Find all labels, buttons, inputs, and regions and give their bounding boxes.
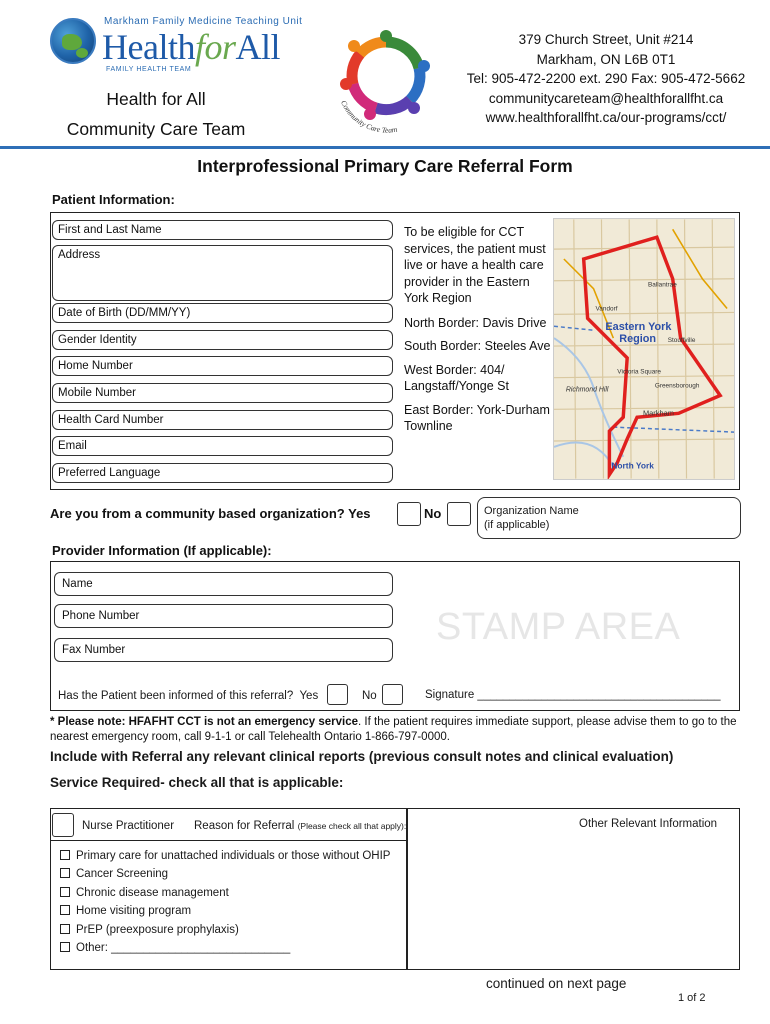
service-column-divider <box>406 808 408 970</box>
signature-line[interactable]: Signature ______________________________________ <box>425 689 721 701</box>
community-care-ring-logo <box>330 22 442 134</box>
checkbox-icon <box>60 924 70 934</box>
svg-text:Victoria Square: Victoria Square <box>617 368 661 376</box>
contact-email-link[interactable]: communitycareteam@healthforallfht.ca <box>488 90 724 106</box>
team-name: Health for All Community Care Team <box>66 89 246 139</box>
contact-address: 379 Church Street, Unit #214 <box>518 32 694 47</box>
patient-address-field[interactable]: Address <box>52 245 393 301</box>
svg-text:North York: North York <box>611 460 654 471</box>
continued-note: continued on next page <box>486 976 627 991</box>
contact-phone-fax: Tel: 905-472-2200 ext. 290 Fax: 905-472-5662 <box>466 71 746 86</box>
reason-item[interactable]: PrEP (preexposure prophylaxis) <box>60 921 390 939</box>
eastern-york-region-map <box>553 218 735 480</box>
checkbox-icon <box>60 905 70 915</box>
reason-item[interactable]: Other: ____________________________ <box>60 939 390 957</box>
logo-subtitle: FAMILY HEALTH TEAM <box>106 66 192 73</box>
form-title: Interprofessional Primary Care Referral Form <box>197 156 573 176</box>
header-divider <box>0 146 770 149</box>
reason-item[interactable]: Chronic disease management <box>60 884 390 902</box>
reason-for-referral-label: Reason for Referral (Please check all that apply): <box>194 820 407 832</box>
reason-item[interactable]: Home visiting program <box>60 902 390 920</box>
eligibility-info <box>404 224 552 435</box>
patient-section-label: Patient Information: <box>52 192 175 207</box>
page-number: 1 of 2 <box>678 992 706 1004</box>
checkbox-icon <box>60 850 70 860</box>
reason-item[interactable]: Cancer Screening <box>60 865 390 883</box>
organization-name-field[interactable]: Organization Name (if applicable) <box>477 497 741 539</box>
provider-fax-field[interactable]: Fax Number <box>54 638 393 662</box>
logo-wordmark: HealthforAll <box>102 27 280 67</box>
svg-text:Stouffville: Stouffville <box>667 337 696 345</box>
org-no-label: No <box>424 506 442 521</box>
patient-health-card-field[interactable]: Health Card Number <box>52 410 393 430</box>
org-no-checkbox[interactable] <box>447 502 471 526</box>
patient-mobile-number-field[interactable]: Mobile Number <box>52 383 393 403</box>
north-border-text: North Border: Davis Drive <box>404 315 547 330</box>
contact-website-link[interactable]: www.healthforallfht.ca/our-programs/cct/ <box>485 110 727 125</box>
east-border-text: East Border: York-Durham Townline <box>404 402 550 433</box>
org-question: Are you from a community based organization? Yes <box>50 506 371 521</box>
informed-no-label: No <box>362 690 377 702</box>
south-border-text: South Border: Steeles Ave <box>404 339 551 353</box>
informed-no-checkbox[interactable] <box>382 684 403 705</box>
reason-item[interactable]: Primary care for unattached individuals or those without OHIP <box>60 847 390 865</box>
svg-text:Eastern York: Eastern York <box>605 321 672 334</box>
provider-section-label: Provider Information (If applicable): <box>52 543 272 558</box>
other-info-label: Other Relevant Information <box>579 818 718 830</box>
svg-text:Ballantrae: Ballantrae <box>647 281 677 289</box>
svg-text:Richmond Hill: Richmond Hill <box>565 386 609 394</box>
informed-yes-checkbox[interactable] <box>327 684 348 705</box>
contact-block <box>450 30 762 128</box>
provider-name-field[interactable]: Name <box>54 572 393 596</box>
hfa-logo <box>50 16 310 78</box>
svg-text:Vandorf: Vandorf <box>595 305 618 313</box>
stamp-area-watermark: STAMP AREA <box>436 606 681 648</box>
org-yes-checkbox[interactable] <box>397 502 421 526</box>
patient-gender-field[interactable]: Gender Identity <box>52 330 393 350</box>
patient-language-field[interactable]: Preferred Language <box>52 463 393 483</box>
checkbox-icon <box>60 887 70 897</box>
west-border-text: West Border: 404/ Langstaff/Yonge St <box>404 362 509 393</box>
svg-text:Community Care Team: Community Care Team <box>339 98 398 134</box>
include-with-referral-heading: Include with Referral any relevant clinical reports (previous consult notes and clinical evaluation) <box>50 749 674 764</box>
eligibility-text: To be eligible for CCT services, the patient must live or have a health care provider in the Eastern York Region <box>404 225 546 305</box>
nurse-practitioner-checkbox[interactable] <box>52 813 74 837</box>
service-required-heading: Service Required- check all that is applicable: <box>50 775 344 790</box>
informed-question: Has the Patient been informed of this referral? Yes <box>58 690 319 702</box>
patient-dob-field[interactable]: Date of Birth (DD/MM/YY) <box>52 303 393 323</box>
emergency-note: * Please note: HFAFHT CCT is not an emergency service. If the patient requires immediate support, please advise them to go to the nearest emergency room, call 9-1-1 or call Telehealth Ontario 1-866-797-0000. <box>50 716 737 743</box>
patient-home-number-field[interactable]: Home Number <box>52 356 393 376</box>
checkbox-icon <box>60 942 70 952</box>
reason-list <box>60 847 390 957</box>
patient-email-field[interactable]: Email <box>52 436 393 456</box>
svg-text:Greensborough: Greensborough <box>654 382 700 390</box>
nurse-practitioner-label: Nurse Practitioner <box>82 820 175 832</box>
provider-phone-field[interactable]: Phone Number <box>54 604 393 628</box>
globe-icon <box>50 18 96 64</box>
contact-city: Markham, ON L6B 0T1 <box>536 51 676 67</box>
svg-text:Markham: Markham <box>643 408 674 418</box>
checkbox-icon <box>60 868 70 878</box>
svg-text:Region: Region <box>619 333 657 346</box>
logo-tagline: Markham Family Medicine Teaching Unit <box>104 16 303 27</box>
patient-name-field[interactable]: First and Last Name <box>52 220 393 240</box>
service-header-divider <box>50 840 407 841</box>
